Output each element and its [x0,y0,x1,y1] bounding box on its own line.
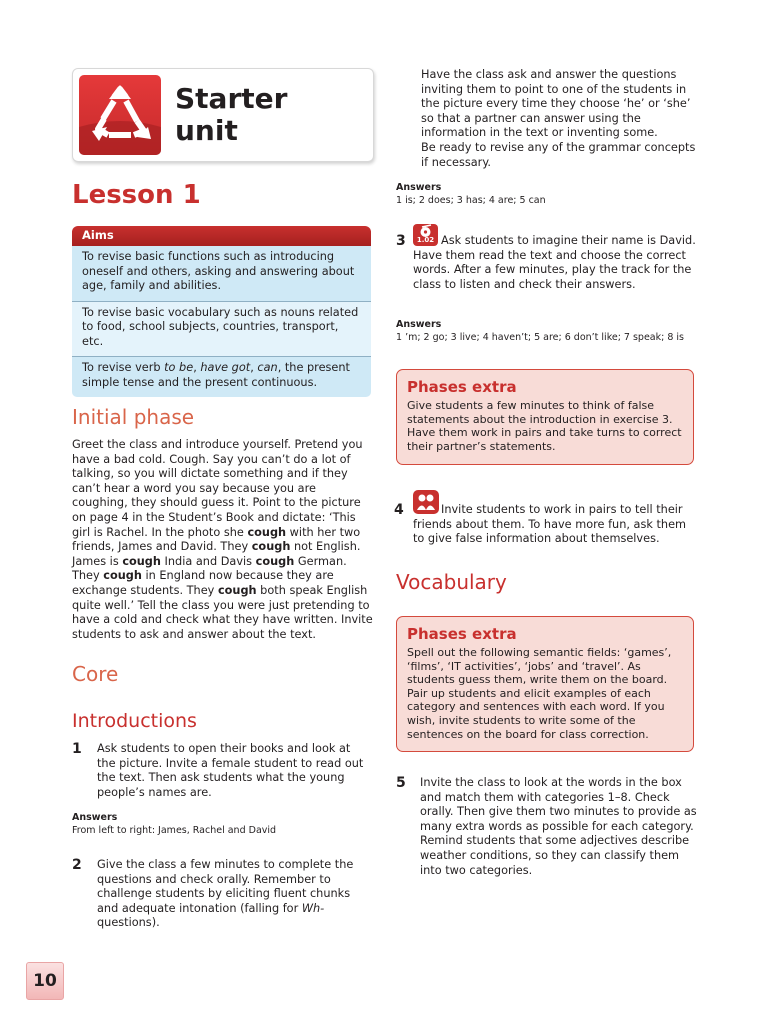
answers-text: 1 is; 2 does; 3 has; 4 are; 5 can [396,195,546,206]
exercise-number: 1 [72,741,82,757]
recycle-logo-icon [79,75,161,155]
aim-text: , [193,361,201,374]
aims-box [72,226,371,397]
exercise-4-text: Invite students to work in pairs to tell their friends about them. To have more fun, ask them to give false information about themselves. [413,503,687,546]
aim-emphasis: have got [200,361,251,374]
initial-phase-text [72,438,374,642]
text-run: Greet the class and introduce yourself. Pretend you have a bad cold. Cough. Say you can’t do a lot of talking, so you will dictate something and if they can’t hear a word you say because you are coughing, they should guess it. Point to the picture on page 4 in the Student’s Book and dictate: ‘This girl is Rachel. In the photo she [72,438,363,539]
unit-title-line1: Starter [175,82,288,115]
aims-header: Aims [72,226,371,246]
text-run: India and Davis [160,554,256,568]
text-run: Give the class a few minutes to complete the questions and check orally. Remember to challenge students by eliciting fluent chunks and adequate intonation (falling for [97,858,354,915]
aim-text: , [250,361,258,374]
vocabulary-heading: Vocabulary [396,570,507,594]
right-intro-text: Have the class ask and answer the questions inviting them to point to one of the students in the picture every time they choose ‘he’ or ‘she’ so that a partner can answer using the information in the text or inventing some. [421,68,691,140]
exercise-3-text: Ask students to imagine their name is David. Have them read the text and choose the correct words. After a few minutes, play the track for the class to listen and check their answers. [413,234,696,291]
phases-extra-text: Give students a few minutes to think of false statements about the introduction in exercise 3. Have them work in pairs and take turns to correct their partner’s statements. [407,399,682,453]
aim-emphasis: to be [164,361,194,374]
cough-word: cough [255,554,295,568]
exercise-2-text [97,858,365,931]
phases-extra-box [396,616,694,752]
unit-title-line2: unit [175,114,238,147]
aim-emphasis: can [257,361,278,374]
aim-text: , the present simple tense and the present continuous. [82,361,350,389]
starter-unit-box [72,68,374,162]
exercise-number: 2 [72,857,82,873]
answers-label: Answers [396,182,442,193]
track-number: 1.02 [416,236,435,244]
unit-title [175,83,355,147]
aim-item [72,357,371,397]
cough-word: cough [247,525,287,539]
text-run: with her two friends, James and David. They [72,525,361,554]
initial-phase-heading: Initial phase [72,405,195,429]
text-run: questions). [97,916,160,930]
phases-extra-title: Phases extra [407,378,517,396]
text-run: in England now because they are exchange students. They [72,569,334,597]
phases-extra-title: Phases extra [407,625,517,643]
answers-label: Answers [72,812,118,823]
cough-word: cough [217,583,257,597]
text-run: not English. James is [72,540,361,568]
cough-word: cough [103,569,142,583]
text-emphasis: Wh- [301,901,325,915]
cough-word: cough [251,540,291,554]
phases-extra-text: Spell out the following semantic fields: ‘games’, ‘films’, ‘IT activities’, ‘jobs’ and ‘travel’. As students guess them, write them on the board. Pair up students and elicit examples of each category and sentences with each word. If you wish, invite students to write some of the sentences on the board for class correction. [407,646,672,741]
right-intro-text-2: Be ready to revise any of the grammar concepts if necessary. [421,141,696,169]
text-run: German. They [72,554,347,583]
exercise-number: 3 [396,233,406,249]
aim-item: To revise basic functions such as introducing oneself and others, asking and answering about age, family and abilities. [72,246,371,302]
core-heading: Core [72,662,119,686]
cough-word: cough [122,554,161,568]
aim-item: To revise basic vocabulary such as nouns related to food, school subjects, countries, transport, etc. [72,302,371,358]
text-run: both speak English quite well.’ Tell the class you were just pretending to have a cold and check what they have written. Invite students to ask and answer about the text. [72,583,373,641]
lesson-title: Lesson 1 [72,180,201,210]
exercise-1-text: Ask students to open their books and look at the picture. Invite a female student to read out the text. Then ask students what the young people’s names are. [97,742,364,799]
exercise-number: 5 [396,775,406,791]
answers-text: From left to right: James, Rachel and David [72,825,277,836]
introductions-heading: Introductions [72,710,197,732]
page-number: 10 [26,962,64,1000]
answers-label: Answers [396,319,442,330]
phases-extra-box [396,369,694,465]
exercise-number: 4 [394,502,404,518]
aim-text: To revise verb [82,361,165,374]
answers-text: 1 ’m; 2 go; 3 live; 4 haven’t; 5 are; 6 don’t like; 7 speak; 8 is [396,332,685,343]
exercise-5-text: Invite the class to look at the words in the box and match them with categories 1–8. Check orally. Then give them two minutes to provide as many extra words as possible for each category. Remind students that some adjectives describe weather conditions, so they can classify them into two categories. [420,776,697,877]
